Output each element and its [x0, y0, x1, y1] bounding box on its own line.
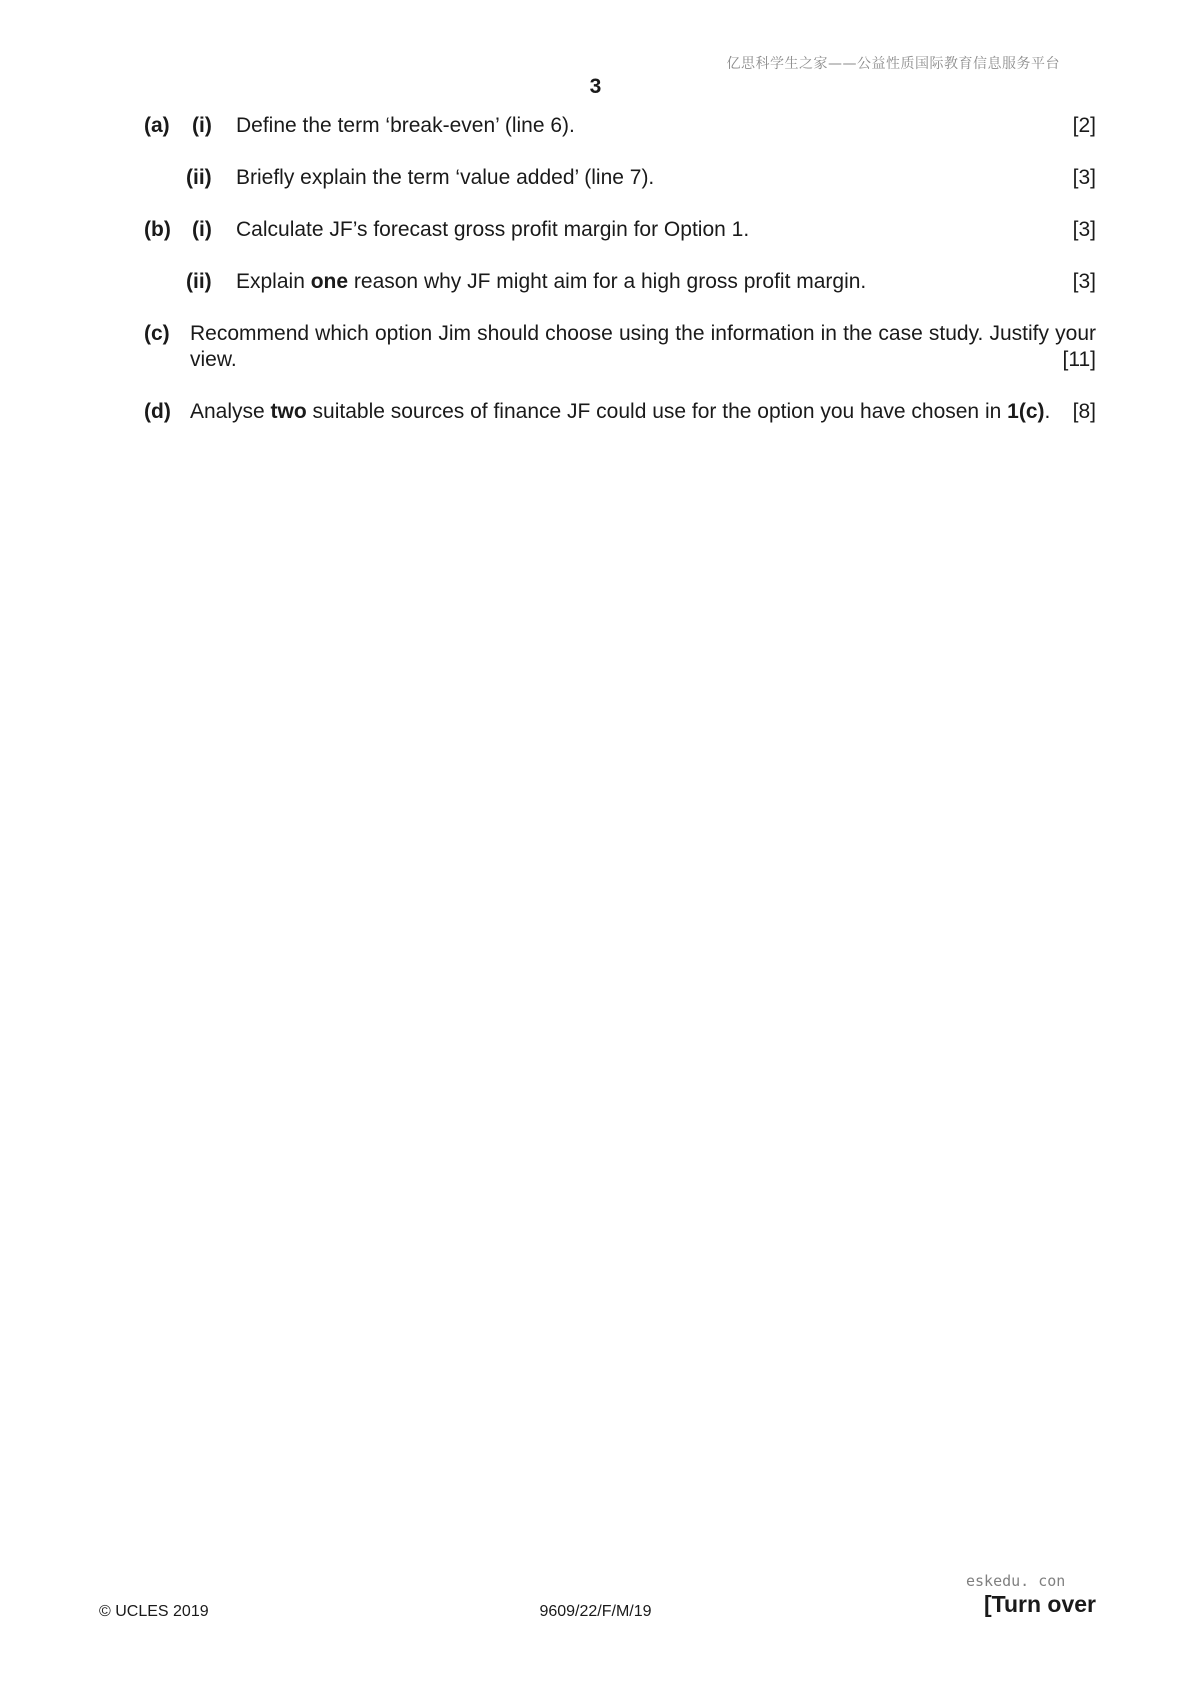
question-part-label: (d): [144, 400, 171, 423]
text-segment: Analyse: [190, 400, 271, 423]
question-text: [190, 399, 1096, 425]
question-text: Define the term ‘break-even’ (line 6).: [236, 114, 575, 137]
marks: [3]: [1072, 166, 1096, 189]
question-text-body: Recommend which option Jim should choose using the information in the case study. Justify your view.: [190, 322, 1096, 371]
question-c: [144, 321, 1096, 373]
question-text: Briefly explain the term ‘value added’ (line 7).: [236, 166, 655, 189]
watermark-text: 亿思科学生之家——公益性质国际教育信息服务平台: [726, 56, 1060, 72]
text-segment: .: [1044, 400, 1051, 423]
marks: [11]: [1062, 348, 1096, 371]
subpart-label: (ii): [186, 166, 212, 189]
question-reference: 1(c): [1007, 400, 1045, 423]
question-part-label: (b): [144, 218, 171, 241]
question-part-label: (a): [144, 114, 170, 137]
marks: [3]: [1072, 270, 1096, 293]
copyright: © UCLES 2019: [99, 1603, 209, 1620]
question-text: [236, 269, 1048, 295]
marks: [2]: [1072, 114, 1096, 137]
text-segment: suitable sources of finance JF could use for the option you have chosen in: [306, 400, 1008, 423]
question-part-label: (c): [144, 322, 170, 345]
marks: [3]: [1072, 218, 1096, 241]
subpart-label: (i): [192, 114, 212, 137]
marks: [8]: [1072, 400, 1096, 423]
question-text: Calculate JF’s forecast gross profit margin for Option 1.: [236, 218, 750, 241]
text-segment: Explain: [236, 270, 311, 293]
page-number: 3: [589, 75, 602, 98]
question-text: [190, 321, 1096, 373]
subpart-label: (i): [192, 218, 212, 241]
emphasis-text: one: [310, 270, 349, 293]
site-watermark: eskedu. con: [966, 1572, 1066, 1590]
text-segment: reason why JF might aim for a high gross profit margin.: [348, 270, 867, 293]
paper-code: 9609/22/F/M/19: [539, 1603, 652, 1620]
subpart-label: (ii): [186, 270, 212, 293]
question-d: [144, 399, 1096, 425]
turn-over: [Turn over: [983, 1591, 1096, 1617]
emphasis-text: two: [270, 400, 307, 423]
